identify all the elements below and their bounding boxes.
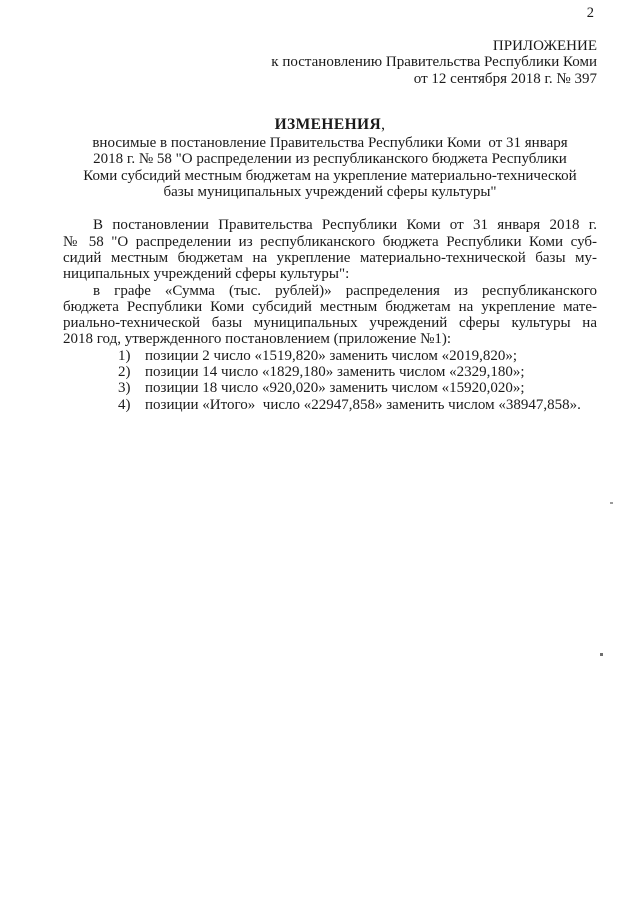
paragraph-line: 2018 год, утвержденного постановлением (приложение №1): bbox=[63, 331, 452, 348]
paragraph-line: В постановлении Правительства Республики Коми от 31 января 2018 г. bbox=[93, 217, 597, 234]
amendment-item-number: 4) bbox=[118, 396, 131, 413]
paragraph-line: бюджета Республики Коми субсидий местным бюджетам на укрепление мате- bbox=[63, 298, 597, 315]
paragraph-line: ниципальных учреждений сферы культуры": bbox=[63, 266, 350, 283]
amendment-item-number: 2) bbox=[118, 364, 131, 381]
document-content bbox=[63, 0, 597, 413]
subtitle-line-4: базы муниципальных учреждений сферы культуры" bbox=[163, 184, 497, 201]
document-title bbox=[63, 117, 597, 133]
paragraph-line: сидий местным бюджетам на укрепление материально-технической базы му- bbox=[63, 249, 597, 266]
document-title-comma: , bbox=[381, 115, 386, 133]
appendix-header bbox=[63, 38, 597, 87]
amendment-item-4 bbox=[63, 397, 597, 413]
amendment-item-number: 3) bbox=[118, 380, 131, 397]
amendment-item-1 bbox=[63, 348, 597, 364]
paragraph-line: № 58 "О распределении из республиканского бюджета Республики Коми суб- bbox=[63, 233, 597, 250]
subtitle-line-2: 2018 г. № 58 "О распределении из республиканского бюджета Республики bbox=[93, 151, 567, 168]
amendment-item-2 bbox=[63, 364, 597, 380]
paragraph-line: риально-технической базы муниципальных учреждений сферы культуры на bbox=[63, 315, 597, 332]
document-subtitle bbox=[63, 135, 597, 200]
paragraph-line: в графе «Сумма (тыс. рублей)» распределения из республиканского bbox=[93, 282, 597, 299]
amendment-item-3 bbox=[63, 380, 597, 396]
subtitle-line-3: Коми субсидий местным бюджетам на укрепление материально-технической bbox=[83, 167, 577, 184]
amendments-list bbox=[63, 348, 597, 413]
amendment-item-text: позиции «Итого» число «22947,858» заменить числом «38947,858». bbox=[145, 396, 581, 413]
amendment-item-text: позиции 18 число «920,020» заменить числом «15920,020»; bbox=[145, 380, 525, 397]
appendix-header-line-3: от 12 сентября 2018 г. № 397 bbox=[413, 70, 597, 87]
amendment-item-text: позиции 14 число «1829,180» заменить числом «2329,180»; bbox=[145, 364, 525, 381]
amendment-item-text: позиции 2 число «1519,820» заменить числом «2019,820»; bbox=[145, 347, 518, 364]
subtitle-line-1: вносимые в постановление Правительства Республики Коми от 31 января bbox=[92, 135, 568, 152]
paragraph-preamble bbox=[63, 217, 597, 282]
amendment-item-number: 1) bbox=[118, 347, 131, 364]
paragraph-amendment-intro bbox=[63, 283, 597, 348]
document-title-word: ИЗМЕНЕНИЯ bbox=[274, 115, 382, 133]
scan-speck-2 bbox=[600, 653, 603, 656]
scan-speck-1 bbox=[610, 502, 613, 504]
appendix-header-line-1: ПРИЛОЖЕНИЕ bbox=[492, 38, 597, 54]
page-number: 2 bbox=[586, 5, 594, 21]
appendix-header-line-2: к постановлению Правительства Республики Коми bbox=[271, 54, 597, 71]
